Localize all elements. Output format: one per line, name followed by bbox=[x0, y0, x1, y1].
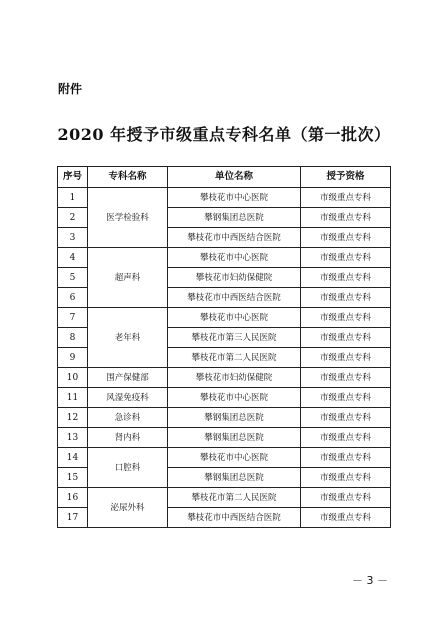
row-no: 15 bbox=[58, 468, 88, 488]
qualification-cell: 市级重点专科 bbox=[301, 308, 391, 328]
qualification-cell: 市级重点专科 bbox=[301, 468, 391, 488]
table-row bbox=[58, 188, 391, 208]
unit-cell: 攀枝花市妇幼保健院 bbox=[168, 268, 301, 288]
unit-cell: 攀枝花市中西医结合医院 bbox=[168, 228, 301, 248]
table-row bbox=[58, 368, 391, 388]
unit-cell: 攀枝花市妇幼保健院 bbox=[168, 368, 301, 388]
qualification-cell: 市级重点专科 bbox=[301, 228, 391, 248]
unit-cell: 攀枝花市中心医院 bbox=[168, 448, 301, 468]
row-no: 1 bbox=[58, 188, 88, 208]
unit-cell: 攀枝花市中心医院 bbox=[168, 188, 301, 208]
row-no: 3 bbox=[58, 228, 88, 248]
specialty-cell: 风湿免疫科 bbox=[88, 388, 168, 408]
row-no: 7 bbox=[58, 308, 88, 328]
row-no: 10 bbox=[58, 368, 88, 388]
unit-cell: 攀钢集团总医院 bbox=[168, 408, 301, 428]
specialty-cell: 肾内科 bbox=[88, 428, 168, 448]
unit-cell: 攀枝花市第三人民医院 bbox=[168, 328, 301, 348]
unit-cell: 攀枝花市中心医院 bbox=[168, 308, 301, 328]
header-no: 序号 bbox=[58, 167, 88, 188]
unit-cell: 攀枝花市中心医院 bbox=[168, 248, 301, 268]
row-no: 16 bbox=[58, 488, 88, 508]
qualification-cell: 市级重点专科 bbox=[301, 188, 391, 208]
row-no: 4 bbox=[58, 248, 88, 268]
unit-cell: 攀枝花市第二人民医院 bbox=[168, 348, 301, 368]
specialty-cell: 口腔科 bbox=[88, 448, 168, 488]
row-no: 2 bbox=[58, 208, 88, 228]
qualification-cell: 市级重点专科 bbox=[301, 388, 391, 408]
unit-cell: 攀钢集团总医院 bbox=[168, 468, 301, 488]
table-row bbox=[58, 308, 391, 328]
table-row bbox=[58, 428, 391, 448]
qualification-cell: 市级重点专科 bbox=[301, 268, 391, 288]
unit-cell: 攀枝花市中西医结合医院 bbox=[168, 508, 301, 528]
specialty-cell: 泌尿外科 bbox=[88, 488, 168, 528]
page-number: － 3 － bbox=[352, 574, 388, 587]
specialty-table bbox=[57, 166, 391, 528]
unit-cell: 攀枝花市中西医结合医院 bbox=[168, 288, 301, 308]
qualification-cell: 市级重点专科 bbox=[301, 288, 391, 308]
document-title: 2020 年授予市级重点专科名单（第一批次） bbox=[57, 125, 391, 144]
table-row bbox=[58, 408, 391, 428]
unit-cell: 攀枝花市第二人民医院 bbox=[168, 488, 301, 508]
qualification-cell: 市级重点专科 bbox=[301, 428, 391, 448]
specialty-cell: 围产保健部 bbox=[88, 368, 168, 388]
row-no: 17 bbox=[58, 508, 88, 528]
specialty-cell: 超声科 bbox=[88, 248, 168, 308]
header-qualification: 授予资格 bbox=[301, 167, 391, 188]
qualification-cell: 市级重点专科 bbox=[301, 408, 391, 428]
qualification-cell: 市级重点专科 bbox=[301, 348, 391, 368]
row-no: 12 bbox=[58, 408, 88, 428]
table-row bbox=[58, 448, 391, 468]
row-no: 5 bbox=[58, 268, 88, 288]
specialty-cell: 急诊科 bbox=[88, 408, 168, 428]
row-no: 13 bbox=[58, 428, 88, 448]
row-no: 6 bbox=[58, 288, 88, 308]
table-header-row bbox=[58, 167, 391, 188]
table-row bbox=[58, 488, 391, 508]
qualification-cell: 市级重点专科 bbox=[301, 248, 391, 268]
unit-cell: 攀钢集团总医院 bbox=[168, 208, 301, 228]
row-no: 9 bbox=[58, 348, 88, 368]
specialty-cell: 医学检验科 bbox=[88, 188, 168, 248]
row-no: 11 bbox=[58, 388, 88, 408]
qualification-cell: 市级重点专科 bbox=[301, 508, 391, 528]
row-no: 14 bbox=[58, 448, 88, 468]
unit-cell: 攀钢集团总医院 bbox=[168, 428, 301, 448]
specialty-cell: 老年科 bbox=[88, 308, 168, 368]
unit-cell: 攀枝花市中心医院 bbox=[168, 388, 301, 408]
qualification-cell: 市级重点专科 bbox=[301, 488, 391, 508]
table-row bbox=[58, 248, 391, 268]
row-no: 8 bbox=[58, 328, 88, 348]
header-specialty: 专科名称 bbox=[88, 167, 168, 188]
header-unit: 单位名称 bbox=[168, 167, 301, 188]
qualification-cell: 市级重点专科 bbox=[301, 328, 391, 348]
qualification-cell: 市级重点专科 bbox=[301, 368, 391, 388]
qualification-cell: 市级重点专科 bbox=[301, 448, 391, 468]
attachment-label: 附件 bbox=[58, 82, 83, 96]
table-row bbox=[58, 388, 391, 408]
qualification-cell: 市级重点专科 bbox=[301, 208, 391, 228]
